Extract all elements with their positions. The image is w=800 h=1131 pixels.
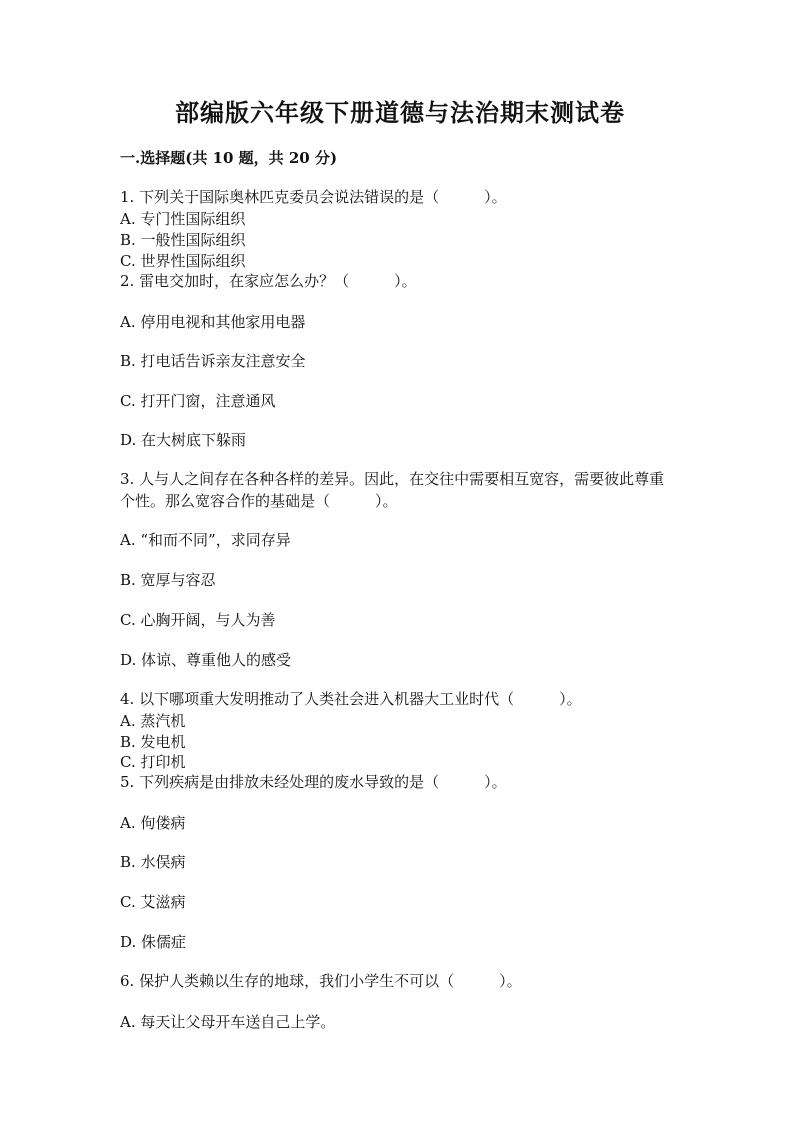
question-4-option-a: A. 蒸汽机 [120,712,186,730]
question-5-option-d: D. 侏儒症 [120,933,187,951]
page-title: 部编版六年级下册道德与法治期末测试卷 [175,98,625,127]
question-2-option-d: D. 在大树底下躲雨 [120,431,247,449]
question-4-stem: 4. 以下哪项重大发明推动了人类社会进入机器大工业时代（ ）。 [120,690,582,708]
question-5-option-b: B. 水俣病 [120,853,186,871]
question-4-option-b: B. 发电机 [120,733,186,751]
question-1-stem: 1. 下列关于国际奥林匹克委员会说法错误的是（ ）。 [120,188,507,206]
question-2-option-b: B. 打电话告诉亲友注意安全 [120,352,306,370]
question-4-option-c: C. 打印机 [120,753,186,771]
question-6-stem: 6. 保护人类赖以生存的地球，我们小学生不可以（ ）。 [120,972,522,990]
section-title: 一.选择题(共 10 题，共 20 分) [120,149,338,167]
question-5-option-a: A. 佝偻病 [120,814,186,832]
question-1-option-c: C. 世界性国际组织 [120,252,246,270]
question-3-option-c: C. 心胸开阔，与人为善 [120,611,276,629]
question-2-option-c: C. 打开门窗，注意通风 [120,392,276,410]
question-3-option-d: D. 体谅、尊重他人的感受 [120,651,292,669]
question-3-option-b: B. 宽厚与容忍 [120,571,216,589]
question-2-option-a: A. 停用电视和其他家用电器 [120,313,306,331]
question-1-option-a: A. 专门性国际组织 [120,210,246,228]
question-5-stem: 5. 下列疾病是由排放未经处理的废水导致的是（ ）。 [120,773,507,791]
question-1-option-b: B. 一般性国际组织 [120,231,246,249]
question-2-stem: 2. 雷电交加时，在家应怎么办？（ ）。 [120,272,417,290]
question-6-option-a: A. 每天让父母开车送自己上学。 [120,1013,336,1031]
question-5-option-c: C. 艾滋病 [120,893,186,911]
question-3-option-a: A. “和而不同”，求同存异 [120,531,291,549]
question-3-stem: 3. 人与人之间存在各种各样的差异。因此，在交往中需要相互宽容，需要彼此尊重个性。那么宽容合作的基础是（ ）。 [120,470,665,510]
